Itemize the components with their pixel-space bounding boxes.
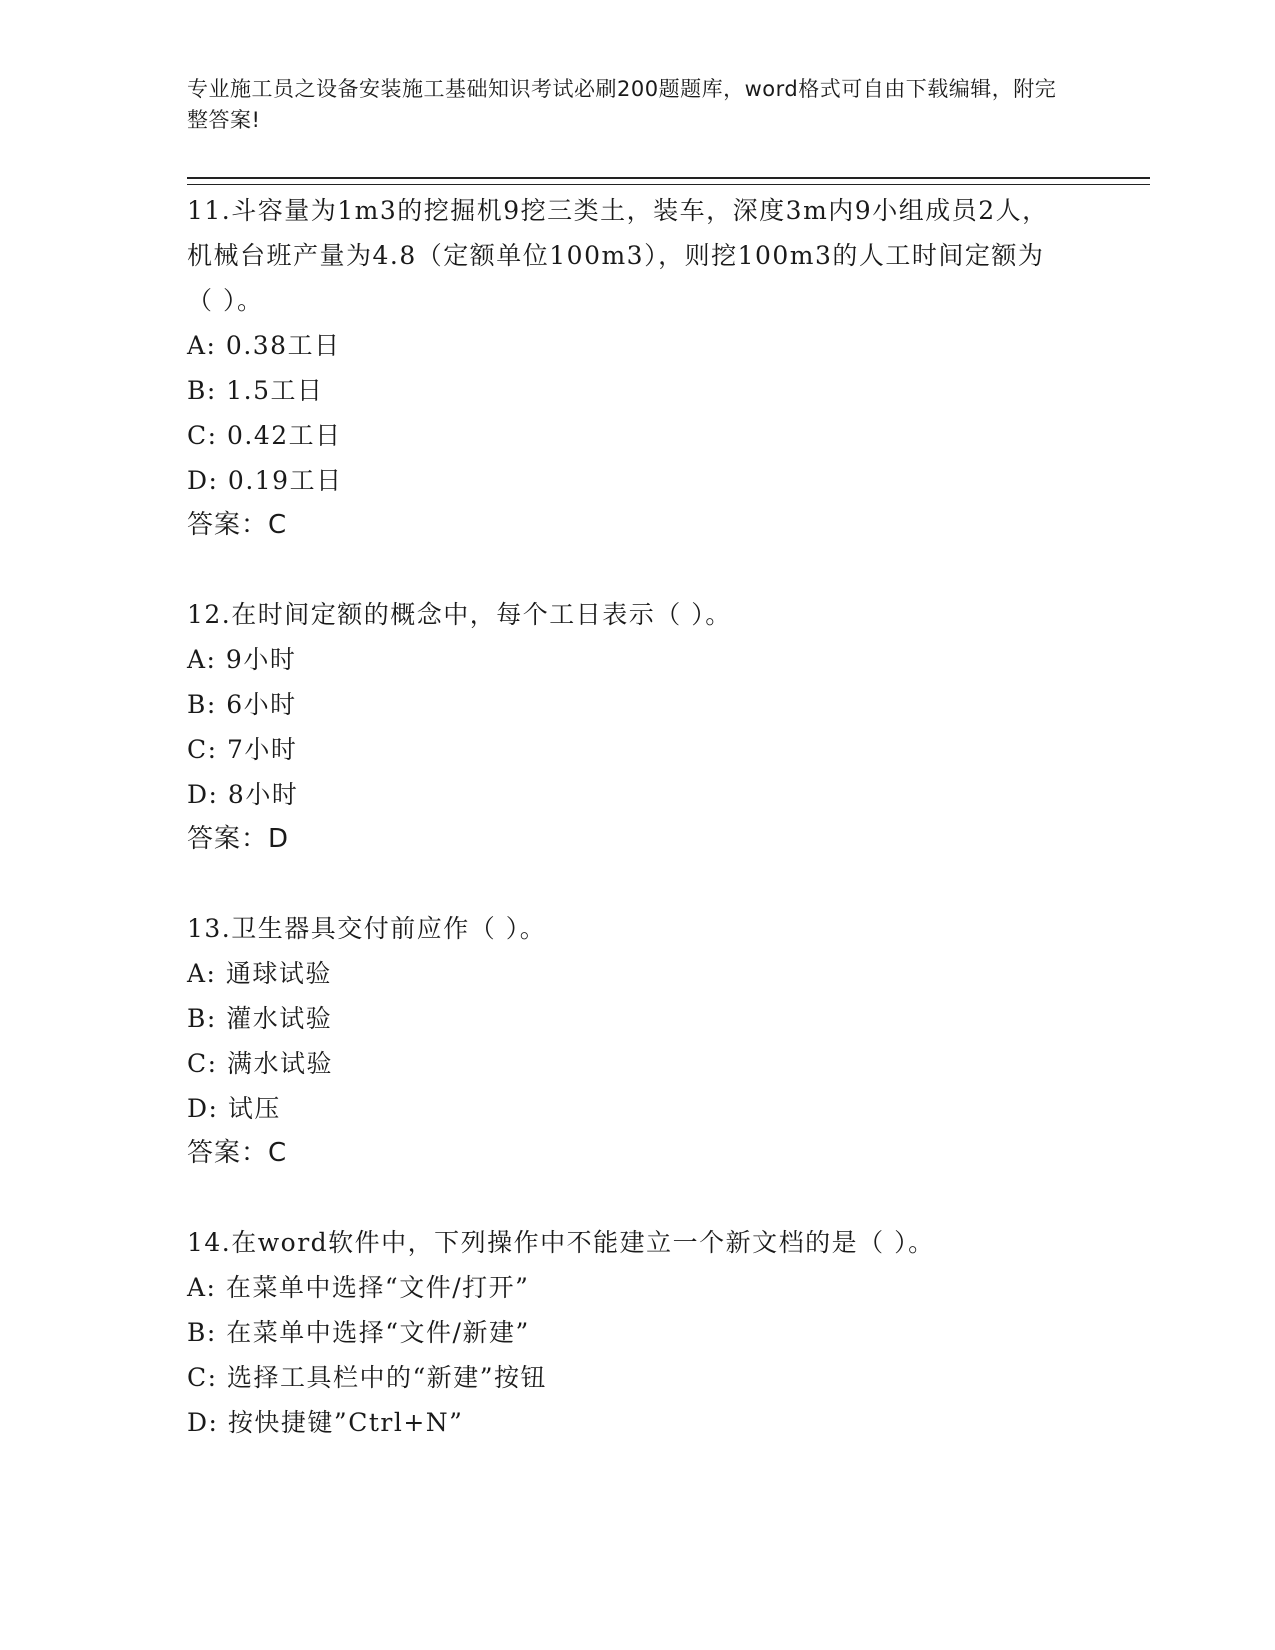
option-c: C: 0.42工日 bbox=[187, 421, 342, 450]
option-a: A: 通球试验 bbox=[187, 959, 332, 988]
question-list bbox=[187, 188, 1147, 1489]
option-b: B: 6小时 bbox=[187, 690, 297, 719]
option-c: C: 满水试验 bbox=[187, 1049, 333, 1078]
option-d: D: 0.19工日 bbox=[187, 466, 343, 495]
document-title: 专业施工员之设备安装施工基础知识考试必刷200题题库，word格式可自由下载编辑，附完整答案! bbox=[187, 77, 1057, 132]
option-a: A: 9小时 bbox=[187, 645, 297, 674]
question-text: 13.卫生器具交付前应作（ ）。 bbox=[187, 914, 547, 943]
option-d: D: 试压 bbox=[187, 1094, 281, 1123]
option-a: A: 0.38工日 bbox=[187, 331, 341, 360]
option-b: B: 在菜单中选择“文件/新建” bbox=[187, 1318, 530, 1347]
question-text: 11.斗容量为1m3的挖掘机9挖三类土，装车，深度3m内9小组成员2人，机械台班产量为4.8（定额单位100m3），则挖100m3的人工时间定额为（ ）。 bbox=[187, 196, 1049, 315]
option-b: B: 1.5工日 bbox=[187, 376, 324, 405]
question-12 bbox=[187, 592, 1147, 862]
question-13 bbox=[187, 906, 1147, 1176]
option-d: D: 8小时 bbox=[187, 780, 299, 809]
question-text: 12.在时间定额的概念中，每个工日表示（ ）。 bbox=[187, 600, 732, 629]
question-text: 14.在word软件中，下列操作中不能建立一个新文档的是（ ）。 bbox=[187, 1228, 935, 1257]
question-11 bbox=[187, 188, 1147, 548]
option-b: B: 灌水试验 bbox=[187, 1004, 333, 1033]
answer-line: 答案：C bbox=[187, 510, 288, 540]
option-c: C: 7小时 bbox=[187, 735, 298, 764]
question-14 bbox=[187, 1220, 1147, 1445]
option-c: C: 选择工具栏中的“新建”按钮 bbox=[187, 1363, 548, 1392]
header-divider bbox=[187, 177, 1150, 185]
answer-line: 答案：D bbox=[187, 824, 290, 854]
answer-line: 答案：C bbox=[187, 1138, 288, 1168]
option-d: D: 按快捷键”Ctrl+N” bbox=[187, 1408, 464, 1437]
option-a: A: 在菜单中选择“文件/打开” bbox=[187, 1273, 530, 1302]
